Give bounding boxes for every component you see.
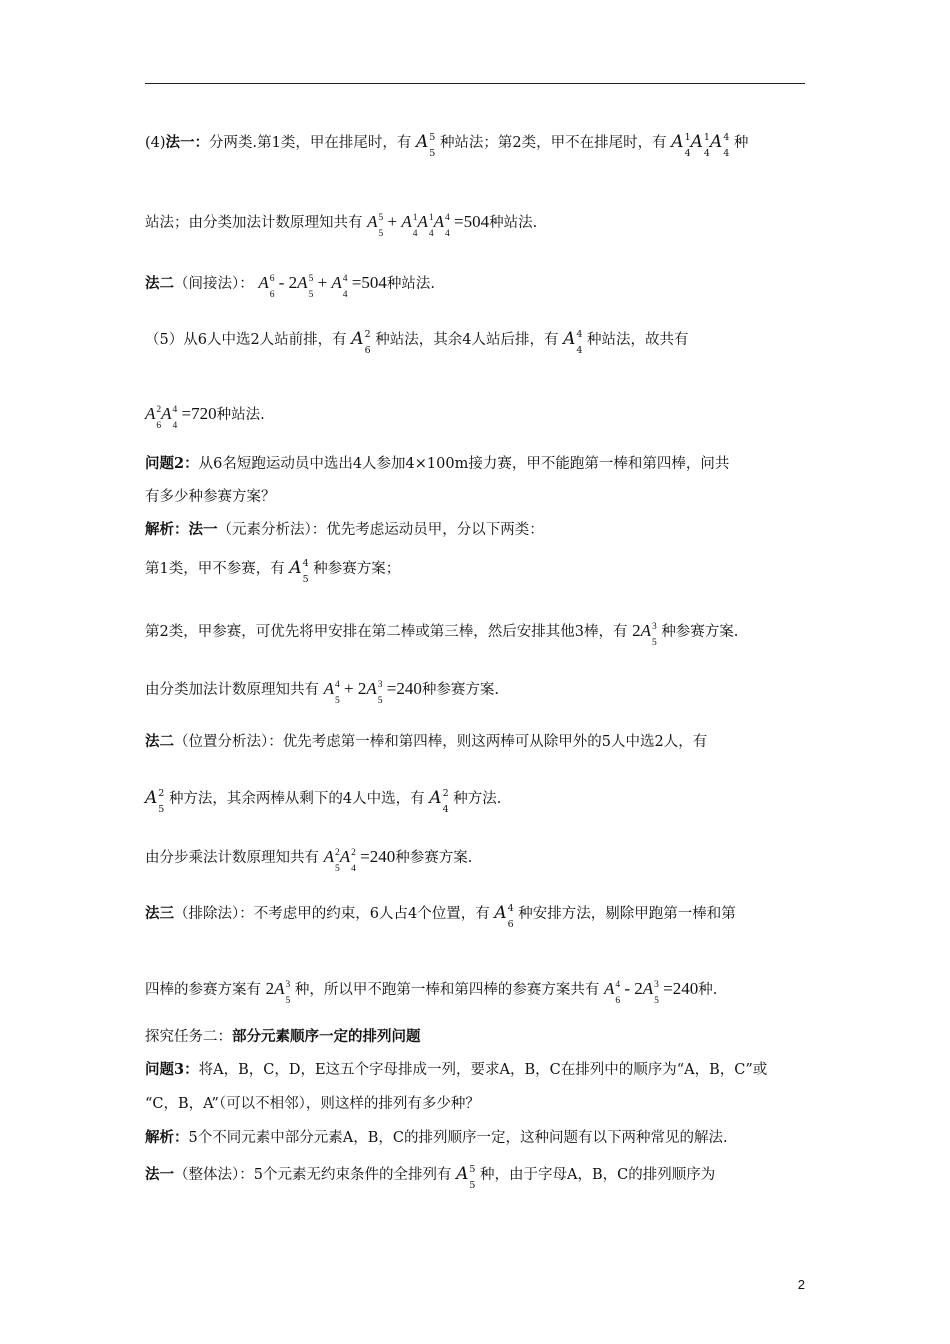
case1-line: 第1类，甲不参赛，有 A 4 5 种参赛方案； bbox=[145, 558, 401, 585]
q3-line-2: “C，B，A”（可以不相邻），则这样的排列有多少种？ bbox=[145, 1096, 480, 1112]
q3-line-1: 问题3：将A，B，C，D，E这五个字母排成一列，要求A，B，C在排列中的顺序为“A，B，C”或 bbox=[145, 1061, 768, 1078]
formula-2A53: 2A 3 5 bbox=[632, 621, 657, 648]
method2-line-1: 法二（位置分析法）：优先考虑第一棒和第四棒，则这两棒可从除甲外的5人中选2人，有 bbox=[145, 733, 708, 750]
formula-sum-504: A 5 5 + A 1 4 A 1 4 A 4 4 =504 bbox=[367, 212, 490, 239]
p5-line-2: A 2 6 A 4 4 =720种站法. bbox=[145, 404, 265, 431]
formula-A62: A 2 6 bbox=[351, 329, 371, 356]
q2-line-1: 问题2：从6名短跑运动员中选出4人参加4×100m接力赛，甲不能跑第一棒和第四棒，问共 bbox=[145, 455, 730, 472]
formula-720: A 2 6 A 4 4 =720 bbox=[145, 404, 217, 431]
formula-product-240: A 2 5 A 2 4 =240 bbox=[323, 847, 396, 874]
method2-line-3: 由分步乘法计数原理知共有 A 2 5 A 2 4 =240种参赛方案. bbox=[145, 847, 473, 874]
q3-method1-line: 法一（整体法）：5个元素无约束条件的全排列有 A 5 5 种，由于字母A，B，C的排列顺序为 bbox=[145, 1164, 716, 1191]
method3-line-1: 法三（排除法）：不考虑甲的约束，6人占4个位置，有 A 4 6 种安排方法，剔除甲跑第一棒和第 bbox=[145, 903, 736, 930]
method3-line-2: 四棒的参赛方案有 2A 3 5 种，所以甲不跑第一棒和第四棒的参赛方案共有 A 4 6 - 2A 3 5 =240种. bbox=[145, 979, 718, 1006]
formula-A64: A 4 6 bbox=[494, 903, 514, 930]
case2-line: 第2类，甲参赛，可优先将甲安排在第二棒或第三棒，然后安排其他3棒，有 2A 3 5 种参赛方案. bbox=[145, 621, 739, 648]
formula-A55-b: A 5 5 bbox=[456, 1164, 476, 1191]
q3-solution-line: 解析：5个不同元素中部分元素A，B，C的排列顺序一定，这种问题有以下两种常见的解法. bbox=[145, 1129, 728, 1146]
page-number: 2 bbox=[797, 1277, 805, 1292]
p4-line-1: (4)法一：分两类.第1类，甲在排尾时，有 A 5 5 种站法；第2类，甲不在排尾时，有 A 1 4 A 1 4 A 4 4 种 bbox=[145, 132, 749, 159]
formula-A54: A 4 5 bbox=[289, 558, 309, 585]
formula-indirect-504: A 6 6 - 2A 5 5 + A 4 4 =504 bbox=[258, 273, 387, 300]
formula-A44: A 4 4 bbox=[563, 329, 583, 356]
p5-line-1: （5）从6人中选2人站前排，有 A 2 6 种站法，其余4人站后排，有 A 4 4 种站法，故共有 bbox=[145, 329, 689, 356]
p4-line-3: 法二（间接法）： A 6 6 - 2A 5 5 + A 4 4 =504种站法. bbox=[145, 273, 435, 300]
header-rule bbox=[145, 83, 805, 84]
formula-exclusion-240: A 4 6 - 2A 3 5 =240 bbox=[603, 979, 699, 1006]
solution-line-1: 解析：法一（元素分析法）：优先考虑运动员甲，分以下两类： bbox=[145, 521, 544, 538]
q2-line-2: 有多少种参赛方案？ bbox=[145, 489, 276, 505]
case-sum-line: 由分类加法计数原理知共有 A 4 5 + 2A 3 5 =240种参赛方案. bbox=[145, 679, 499, 706]
formula-sum-240: A 4 5 + 2A 3 5 =240 bbox=[323, 679, 422, 706]
formula-A55: A 5 5 bbox=[416, 132, 436, 159]
task2-heading: 探究任务二：部分元素顺序一定的排列问题 bbox=[145, 1028, 421, 1045]
formula-2A53-b: 2A 3 5 bbox=[265, 979, 291, 1006]
method2-line-2: A 2 5 种方法，其余两棒从剩下的4人中选，有 A 2 4 种方法. bbox=[145, 788, 502, 815]
formula-A42: A 2 4 bbox=[429, 788, 449, 815]
p4-line-2: 站法；由分类加法计数原理知共有 A 5 5 + A 1 4 A 1 4 A 4 4 =504种站法. bbox=[145, 212, 538, 239]
formula-A41A41A44: A 1 4 A 1 4 A 4 4 bbox=[671, 132, 730, 159]
formula-A52: A 2 5 bbox=[145, 788, 165, 815]
